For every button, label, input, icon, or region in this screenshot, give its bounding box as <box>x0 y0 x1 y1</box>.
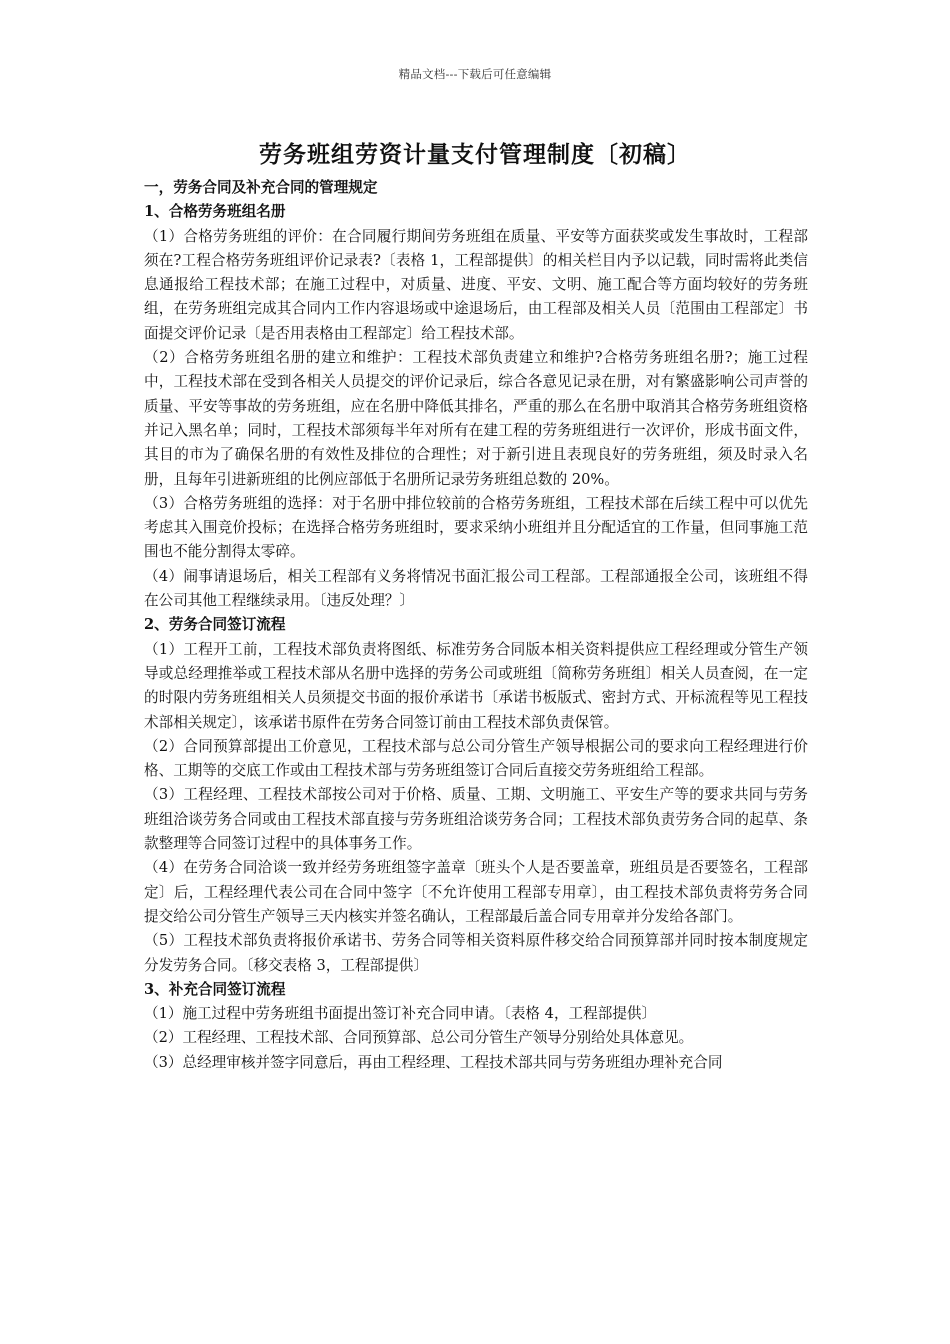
paragraph-contract-step-4: （4）在劳务合同洽谈一致并经劳务班组签字盖章〔班头个人是否要盖章，班组员是否要签名，工程部定〕后，工程经理代表公司在合同中签字〔不允许使用工程部专用章〕，由工程技术部负责将劳务合同提交给公司分管生产领导三天内核实并签名确认，工程部最后盖合同专用章并分发给各部门。 <box>144 859 808 925</box>
header-note: 精品文档---下载后可任意编辑 <box>398 67 552 81</box>
paragraph-supplement-step-1: （1）施工过程中劳务班组书面提出签订补充合同申请。〔表格 4，工程部提供〕 <box>144 1005 657 1023</box>
subsection-heading-contract-flow: 2、劳务合同签订流程 <box>144 616 286 634</box>
document-body <box>144 176 808 1075</box>
paragraph-supplement-step-2: （2）工程经理、工程技术部、合同预算部、总公司分管生产领导分别给处具体意见。 <box>144 1029 694 1047</box>
paragraph-roster-maintenance: （2）合格劳务班组名册的建立和维护：工程技术部负责建立和维护?合格劳务班组名册?；施工过程中，工程技术部在受到各相关人员提交的评价记录后，综合各意见记录在册，对有繁盛影响公司声誉的质量、平安等事故的劳务班组，应在名册中降低其排名，严重的那么在名册中取消其合格劳务班组资格并记入黑名单；同时，工程技术部须每半年对所有在建工程的劳务班组进行一次评价，形成书面文件，其目的市为了确保名册的有效性及排位的合理性；对于新引进且表现良好的劳务班组，须及时录入名册，且每年引进新班组的比例应部低于名册所记录劳务班组总数的 20%。 <box>144 349 808 488</box>
subsection-heading-supplement-flow: 3、补充合同签订流程 <box>144 980 286 998</box>
paragraph-contract-step-3: （3）工程经理、工程技术部按公司对于价格、质量、工期、文明施工、平安生产等的要求共同与劳务班组洽谈劳务合同或由工程技术部直接与劳务班组洽谈劳务合同；工程技术部负责劳务合同的起草、条款整理等合同签订过程中的具体事务工作。 <box>144 786 808 853</box>
paragraph-contract-step-1: （1）工程开工前，工程技术部负责将图纸、标准劳务合同版本相关资料提供应工程经理或分管生产领导或总经理推举或工程技术部从名册中选择的劳务公司或班组〔简称劳务班组〕相关人员查阅，在一定的时限内劳务班组相关人员须提交书面的报价承诺书〔承诺书板版式、密封方式、开标流程等见工程技术部相关规定〕，该承诺书原件在劳务合同签订前由工程技术部负责保管。 <box>144 640 808 731</box>
document-title: 劳务班组劳资计量支付管理制度〔初稿〕 <box>259 141 691 168</box>
paragraph-supplement-step-3: （3）总经理审核并签字同意后，再由工程经理、工程技术部共同与劳务班组办理补充合同 <box>144 1053 723 1071</box>
paragraph-roster-evaluation: （1）合格劳务班组的评价：在合同履行期间劳务班组在质量、平安等方面获奖或发生事故时，工程部须在?工程合格劳务班组评价记录表?〔表格 1，工程部提供〕的相关栏目内予以记载，同时需将此类信息通报给工程技术部；在施工过程中，对质量、进度、平安、文明、施工配合等方面均较好的劳务班组，在劳务班组完成其合同内工作内容退场或中途退场后，由工程部及相关人员〔范围由工程部定〕书面提交评价记录〔是否用表格由工程部定〕给工程技术部。 <box>144 227 808 342</box>
paragraph-contract-step-5: （5）工程技术部负责将报价承诺书、劳务合同等相关资料原件移交给合同预算部并同时按本制度规定分发劳务合同。〔移交表格 3，工程部提供〕 <box>144 932 808 974</box>
subsection-heading-roster: 1、合格劳务班组名册 <box>144 203 286 221</box>
paragraph-roster-selection: （3）合格劳务班组的选择：对于名册中排位较前的合格劳务班组，工程技术部在后续工程中可以优先考虑其入围竞价投标；在选择合格劳务班组时，要求采纳小班组并且分配适宜的工作量，但同事施工范围也不能分割得太零碎。 <box>144 494 808 561</box>
section-heading-contracts: 一，劳务合同及补充合同的管理规定 <box>144 179 378 196</box>
paragraph-roster-exit: （4）闹事请退场后，相关工程部有义务将情况书面汇报公司工程部。工程部通报全公司，该班组不得在公司其他工程继续录用。〔违反处理？〕 <box>144 567 808 610</box>
paragraph-contract-step-2: （2）合同预算部提出工价意见，工程技术部与总公司分管生产领导根据公司的要求向工程经理进行价格、工期等的交底工作或由工程技术部与劳务班组签订合同后直接交劳务班组给工程部。 <box>144 737 808 780</box>
